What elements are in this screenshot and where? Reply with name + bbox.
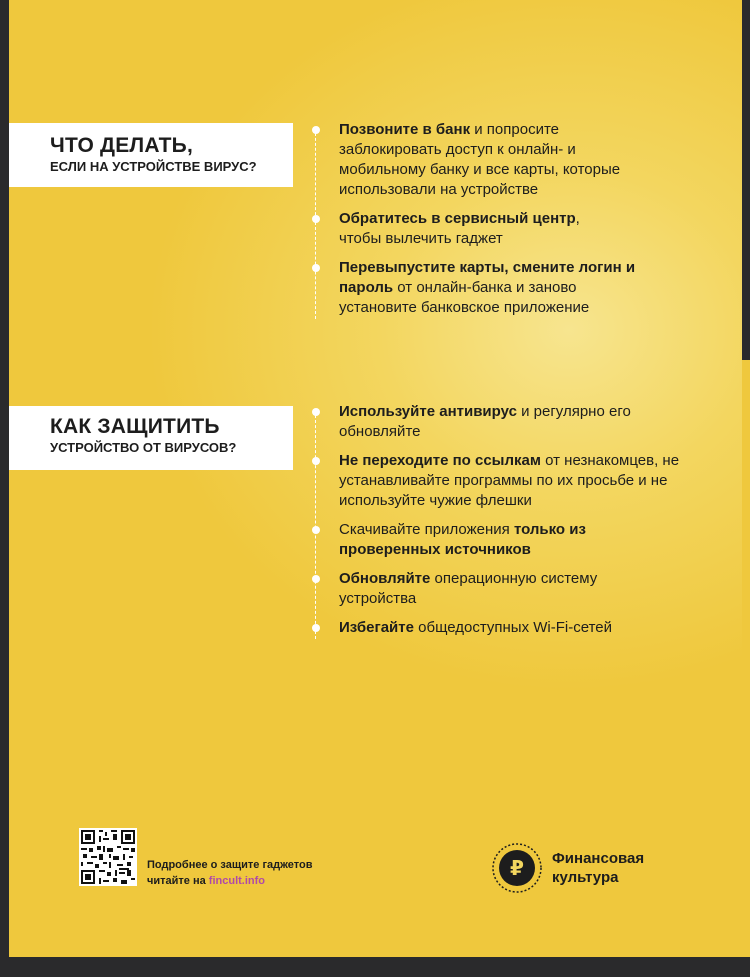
footer-text-line: Подробнее о защите гаджетов: [147, 859, 313, 871]
fincult-logo: [491, 842, 644, 894]
item-text: от онлайн-банка и заново установите банковское приложение: [339, 279, 590, 316]
list-item: [315, 451, 709, 511]
item-text: Скачивайте приложения: [339, 521, 514, 538]
item-text: и регулярно его обновляйте: [339, 403, 631, 440]
qr-code-icon[interactable]: [79, 828, 137, 886]
list-item: [315, 569, 659, 609]
item-bold-text: Не переходите по ссылкам: [339, 452, 541, 469]
footer-more-info: [147, 857, 312, 889]
item-text: и попросите заблокировать доступ к онлайн- и мобильному банку и все карты, которые использовали на устройстве: [339, 121, 621, 198]
bullet-dot-icon: [312, 408, 320, 416]
item-text: от незнакомцев, не устанавливайте программы по их просьбе и не используйте чужие флешки: [339, 452, 680, 509]
bullet-dot-icon: [312, 526, 320, 534]
what-to-do-list: [315, 120, 715, 327]
section-what-to-do-title-box: [9, 123, 293, 187]
list-item: [315, 520, 639, 560]
bullet-dot-icon: [312, 624, 320, 632]
bullet-dot-icon: [312, 264, 320, 272]
list-item: [315, 402, 669, 442]
logo-text-line1: Финансовая: [552, 850, 645, 867]
leaflet-page: [9, 0, 742, 957]
bullet-dot-icon: [312, 126, 320, 134]
item-bold-text: Используйте антивирус: [339, 403, 517, 420]
item-bold-text: Обновляйте: [339, 570, 431, 587]
list-item: [315, 618, 719, 638]
how-to-protect-list: [315, 402, 715, 647]
fincult-link[interactable]: fincult.info: [208, 875, 266, 887]
ruble-symbol: ₽: [510, 856, 524, 880]
section-what-to-do-heading: ЧТО ДЕЛАТЬ,: [50, 134, 194, 157]
page-edge-strip: [742, 360, 750, 957]
item-bold-text: Перевыпустите карты, смените логин и пароль: [339, 259, 636, 296]
item-bold-text: Позвоните в банк: [339, 121, 471, 138]
section-how-to-protect-subheading: УСТРОЙСТВО ОТ ВИРУСОВ?: [50, 440, 237, 455]
item-bold-text: только из проверенных источников: [339, 521, 586, 558]
logo-text-line2: культура: [552, 869, 619, 886]
item-bold-text: Обратитесь в сервисный центр: [339, 210, 576, 227]
section-how-to-protect-heading: КАК ЗАЩИТИТЬ: [50, 415, 220, 438]
list-item: [315, 209, 609, 249]
item-text: , чтобы вылечить гаджет: [339, 210, 580, 247]
footer-text-prefix: читайте на: [147, 875, 209, 887]
list-item: [315, 120, 649, 200]
section-how-to-protect-title-box: [9, 406, 293, 470]
list-item: [315, 258, 649, 318]
bullet-dot-icon: [312, 215, 320, 223]
bullet-dot-icon: [312, 575, 320, 583]
item-text: общедоступных Wi-Fi-сетей: [413, 619, 613, 636]
section-what-to-do-subheading: ЕСЛИ НА УСТРОЙСТВЕ ВИРУС?: [50, 159, 257, 174]
item-bold-text: Избегайте: [339, 619, 414, 636]
item-text: операционную систему устройства: [339, 570, 598, 607]
ruble-coin-icon: [491, 842, 543, 894]
bullet-dot-icon: [312, 457, 320, 465]
